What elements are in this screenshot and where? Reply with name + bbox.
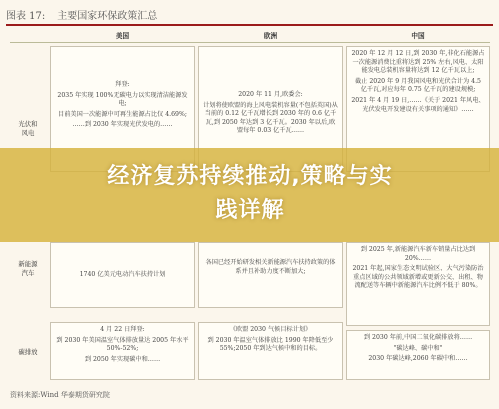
cell-wind-solar-cn: 2020 年 12 月 12 日,到 2030 年,非化石能源占一次能源消费比重将达到 25% 左右,风电、太阳能发电总装机容量将达到 12 亿千瓦以上; 截止 2020 年 9 月我国风电和光伏合计为 4.5 亿千瓦,对应每年 0.75 亿千瓦的建设规模; 2021 年 4 月 19 日,……《关于 2021 年风电、光伏发电开发建设有关事项的通知》…… bbox=[346, 46, 490, 172]
row-label-carbon: 碳排放 bbox=[18, 348, 38, 356]
column-header-eu: 欧洲 bbox=[263, 32, 278, 40]
headline-text: 经济复苏持续推动,策略与实 践详解 bbox=[107, 164, 393, 223]
column-header-cn: 中国 bbox=[411, 32, 425, 40]
cell-nev-us: 1740 亿美元电动汽车扶持计划 bbox=[50, 242, 195, 308]
title-rule bbox=[6, 24, 493, 26]
figure-label: 图表 17: bbox=[6, 10, 46, 22]
figure-title bbox=[6, 4, 493, 24]
cell-carbon-cn: 到 2030 年前,中国二氧化碳排放将…… "碳达峰、碳中和" 2030 年碳达峰,2060 年碳中和…… bbox=[346, 330, 490, 380]
column-header-us: 美国 bbox=[115, 32, 130, 40]
cell-nev-eu: 各国已经开始研发相关新能源汽车扶持政策的体系并且补助力度不断加大; bbox=[198, 242, 343, 308]
row-label-nev: 新能源 汽车 bbox=[18, 260, 38, 277]
headline-banner bbox=[0, 148, 499, 242]
cell-wind-solar-us: 拜登: 2035 年实现 100%无碳电力以实现清洁能源发电; 目前美国一次能源中可再生能源占比仅 4.69%; ……到 2030 年实现光伏发电的…… bbox=[50, 46, 195, 172]
figure-title-text: 主要国家环保政策汇总 bbox=[57, 10, 158, 22]
cell-carbon-us: 4 月 22 日拜登: 到 2030 年美国温室气体排放量达 2005 年水平 50%-52%; 到 2050 年实现碳中和…… bbox=[50, 322, 195, 380]
row-label-wind-solar: 光伏和 风电 bbox=[18, 120, 38, 137]
cell-nev-cn: 到 2025 年,新能源汽车新车销量占比达到 20%…… 2021 年起,国家生态文明试验区、大气污染防治重点区域的公共领域新增或更新公交、出租、物流配送等车辆中新能源汽车比例不低于 80%。 bbox=[346, 242, 490, 326]
cell-carbon-eu: 《欧盟 2030 气候目标计划》 到 2030 年温室气体排放比 1990 年降低至少 55%;2050 年到达气候中和的目标。 bbox=[198, 322, 343, 380]
cell-wind-solar-eu: 2020 年 11 月,欧委会: 计划将使欧盟的海上风电装机容量(不包括英国)从当前的 0.12 亿千瓦增长到 2030 年的 0.6 亿千瓦,到 2050 年达到 3 亿千瓦。2030 年以后,欧盟每年 0.03 亿千瓦…… bbox=[198, 46, 343, 172]
source-note: 资料来源:Wind 华泰期货研究院 bbox=[10, 391, 110, 399]
header-rule bbox=[10, 42, 490, 43]
